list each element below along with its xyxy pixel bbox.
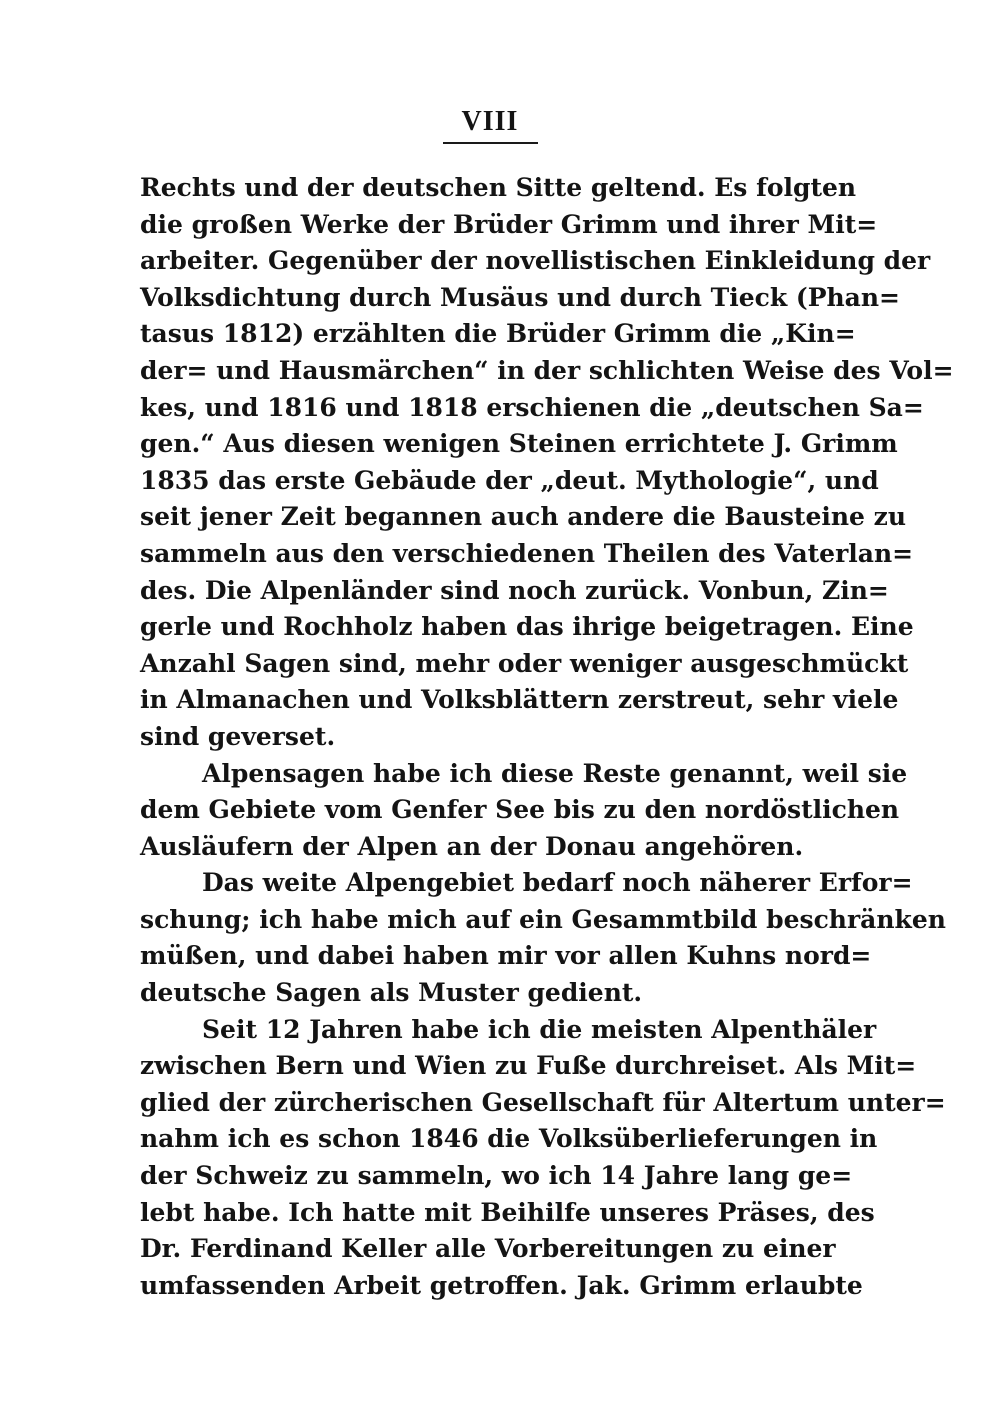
text-line: umfassenden Arbeit getroffen. Jak. Grimm erlaubte: [140, 1270, 863, 1300]
text-line: zwischen Bern und Wien zu Fuße durchreiset. Als Mit=: [140, 1051, 917, 1081]
text-line: tasus 1812) erzählten die Brüder Grimm die „Kin=: [140, 319, 856, 349]
text-line: glied der zürcherischen Gesellschaft für Altertum unter=: [140, 1087, 946, 1117]
text-line: der Schweiz zu sammeln, wo ich 14 Jahre lang ge=: [140, 1161, 853, 1191]
text-line: Volksdichtung durch Musäus und durch Tieck (Phan=: [140, 282, 900, 312]
paragraph: [140, 756, 908, 866]
text-line: gerle und Rochholz haben das ihrige beigetragen. Eine: [140, 612, 914, 642]
text-line: deutsche Sagen als Muster gedient.: [140, 978, 643, 1008]
text-line: gen.“ Aus diesen wenigen Steinen errichtete J. Grimm: [140, 429, 898, 459]
text-line: seit jener Zeit begannen auch andere die Bausteine zu: [140, 502, 907, 532]
paragraph: [140, 170, 954, 756]
text-line: der= und Hausmärchen“ in der schlichten Weise des Vol=: [140, 355, 954, 385]
text-line: Seit 12 Jahren habe ich die meisten Alpenthäler: [202, 1014, 877, 1044]
text-line: die großen Werke der Brüder Grimm und ihrer Mit=: [140, 209, 878, 239]
text-line: Rechts und der deutschen Sitte geltend. Es folgten: [140, 173, 857, 202]
text-line: des. Die Alpenländer sind noch zurück. Vonbun, Zin=: [140, 575, 889, 605]
text-line: Alpensagen habe ich diese Reste genannt, weil sie: [202, 758, 908, 788]
text-line: müßen, und dabei haben mir vor allen Kuhns nord=: [140, 941, 872, 971]
header-rule: [443, 142, 538, 144]
text-line: sind geverset.: [140, 721, 336, 751]
text-line: Ausläufern der Alpen an der Donau angehören.: [140, 831, 804, 861]
text-line: Dr. Ferdinand Keller alle Vorbereitungen zu einer: [140, 1234, 836, 1264]
text-line: in Almanachen und Volksblättern zerstreut, sehr viele: [140, 685, 899, 715]
text-line: Anzahl Sagen sind, mehr oder weniger ausgeschmückt: [140, 648, 909, 678]
text-line: Das weite Alpengebiet bedarf noch näherer Erfor=: [202, 868, 913, 898]
text-line: lebt habe. Ich hatte mit Beihilfe unseres Präses, des: [140, 1197, 875, 1227]
text-line: nahm ich es schon 1846 die Volksüberlieferungen in: [140, 1124, 878, 1154]
text-line: arbeiter. Gegenüber der novellistischen Einkleidung der: [140, 246, 931, 276]
text-line: schung; ich habe mich auf ein Gesammtbild beschränken: [140, 904, 946, 934]
text-line: kes, und 1816 und 1818 erschienen die „deutschen Sa=: [140, 392, 924, 422]
paragraph: [140, 865, 946, 1011]
text-line: 1835 das erste Gebäude der „deut. Mythologie“, und: [140, 465, 879, 495]
text-line: sammeln aus den verschiedenen Theilen des Vaterlan=: [140, 538, 914, 568]
text-line: dem Gebiete vom Genfer See bis zu den nordöstlichen: [140, 795, 900, 825]
paragraph: [140, 1012, 946, 1305]
page-number: VIII: [461, 106, 519, 137]
body-text: [140, 170, 954, 1304]
